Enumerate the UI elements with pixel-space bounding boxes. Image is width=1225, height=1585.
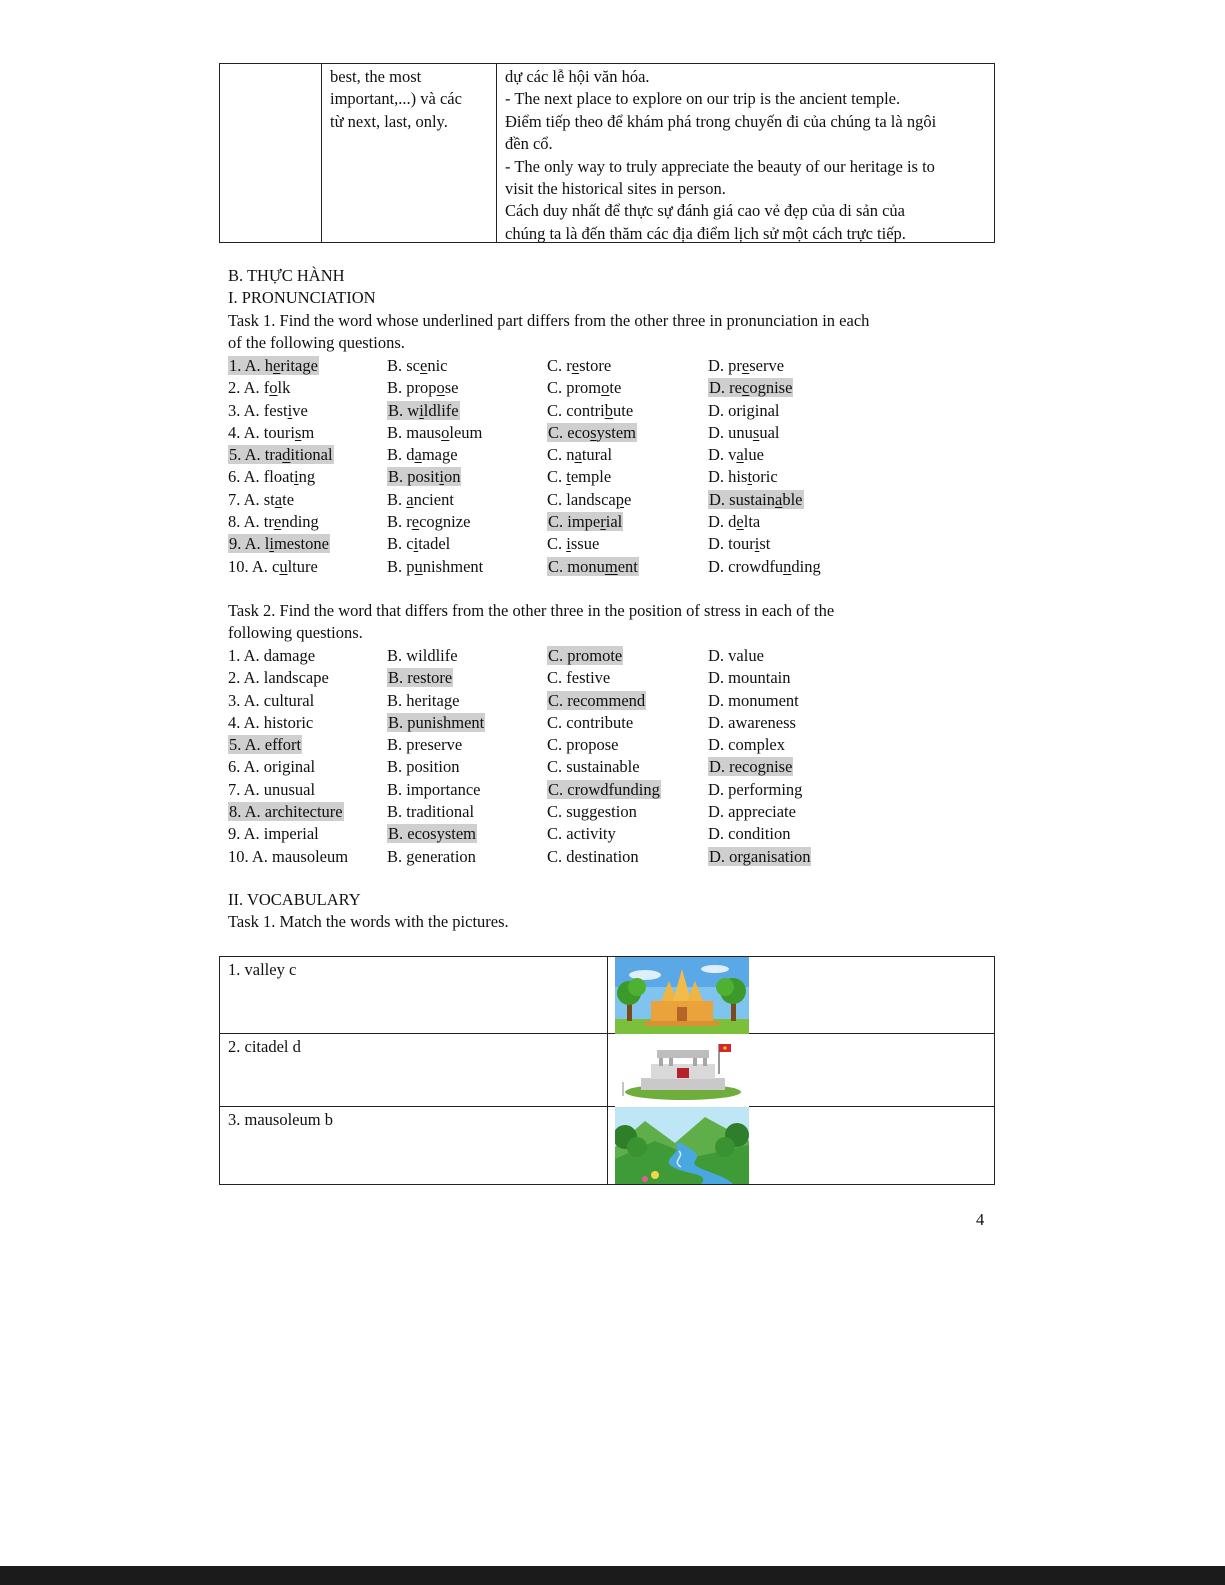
answer-option: B. punishment: [388, 712, 485, 732]
pronunciation-task1-options: [228, 355, 988, 578]
answer-option: C. destination: [547, 846, 639, 866]
page-bottom-bar: [0, 1566, 1225, 1585]
match-row: [220, 1107, 994, 1186]
answer-option: B. ecosystem: [388, 824, 476, 844]
answer-option: C. restore: [547, 356, 612, 375]
answer-option: 3. A. cultural: [228, 690, 315, 710]
pronunciation-heading: I. PRONUNCIATION: [228, 288, 376, 307]
question-row: [228, 422, 988, 444]
task2-instruction-cont: following questions.: [228, 623, 363, 642]
question-row: [228, 556, 988, 578]
answer-option: D. value: [708, 646, 764, 665]
table-text: visit the historical sites in person.: [505, 179, 726, 199]
answer-option: C. sustainable: [547, 757, 640, 777]
answer-option: 10. A. mausoleum: [228, 846, 349, 866]
answer-option: D. monument: [708, 690, 799, 710]
answer-option: 9. A. imperial: [228, 824, 319, 844]
answer-option: B. ancient: [387, 489, 454, 509]
answer-option: 7. A. unusual: [228, 779, 316, 799]
answer-option: B. damage: [387, 445, 458, 465]
table-text: Điểm tiếp theo để khám phá trong chuyến đi của chúng ta là ngôi: [505, 111, 937, 131]
answer-option: C. activity: [547, 824, 616, 844]
answer-option: 9. A. limestone: [229, 534, 329, 554]
answer-option: B. punishment: [387, 556, 484, 576]
answer-option: D. performing: [708, 779, 803, 799]
question-row: [228, 734, 988, 756]
table-text: - The only way to truly appreciate the beauty of our heritage is to: [505, 156, 935, 176]
answer-option: 5. A. effort: [229, 735, 302, 755]
answer-option: 5. A. traditional: [229, 445, 333, 465]
answer-option: D. crowdfunding: [708, 556, 821, 576]
answer-option: B. importance: [387, 779, 481, 799]
page-number: 4: [976, 1210, 985, 1229]
answer-option: D. unusual: [708, 422, 780, 442]
question-row: [228, 444, 988, 466]
answer-option: C. contribute: [547, 400, 634, 420]
question-row: [228, 645, 988, 667]
grammar-table-col-1: [220, 64, 322, 242]
table-text: - The next place to explore on our trip is the ancient temple.: [505, 89, 901, 109]
valley-river-picture: [615, 1107, 749, 1184]
answer-option: 6. A. original: [228, 757, 316, 777]
answer-option: B. mausoleum: [387, 422, 483, 442]
table-text: important,...) và các: [330, 89, 462, 109]
question-row: [228, 400, 988, 422]
answer-option: C. recommend: [548, 690, 646, 710]
vocabulary-task1-instruction: Task 1. Match the words with the pictures.: [228, 912, 509, 931]
answer-option: C. issue: [547, 534, 600, 554]
task2-instruction: Task 2. Find the word that differs from the other three in the position of stress in each of the: [228, 601, 835, 620]
answer-option: D. preserve: [708, 356, 785, 375]
question-row: [228, 756, 988, 778]
question-row: [228, 533, 988, 555]
answer-option: D. value: [708, 445, 764, 465]
answer-option: D. appreciate: [708, 802, 796, 822]
task1-instruction: Task 1. Find the word whose underlined part differs from the other three in pronunciation in each: [228, 311, 870, 330]
answer-option: C. crowdfunding: [548, 779, 660, 799]
table-text: Cách duy nhất để thực sự đánh giá cao vẻ đẹp của di sản của: [505, 201, 905, 221]
answer-option: D. condition: [708, 824, 791, 844]
vocabulary-heading: II. VOCABULARY: [228, 890, 361, 909]
answer-option: B. scenic: [387, 356, 448, 375]
answer-option: 7. A. state: [228, 489, 295, 509]
answer-option: 3. A. festive: [228, 400, 308, 420]
question-row: [228, 712, 988, 734]
answer-option: C. propose: [547, 735, 619, 755]
answer-option: B. citadel: [387, 534, 451, 554]
grammar-table-col-2: [322, 64, 497, 242]
answer-option: 2. A. folk: [228, 378, 291, 398]
answer-option: 6. A. floating: [228, 467, 316, 487]
answer-option: B. wildlife: [387, 646, 458, 665]
answer-option: B. position: [387, 757, 460, 777]
answer-option: B. recognize: [387, 512, 471, 532]
answer-option: D. mountain: [708, 668, 791, 688]
question-row: [228, 690, 988, 712]
match-word: 3. mausoleum b: [228, 1110, 333, 1129]
golden-temple-picture: [615, 957, 749, 1034]
answer-option: D. recognise: [709, 378, 793, 398]
question-row: [228, 779, 988, 801]
answer-option: D. original: [708, 400, 780, 420]
match-row: [220, 1034, 994, 1107]
table-text: chúng ta là đến thăm các địa điểm lịch sử một cách trực tiếp.: [505, 223, 906, 243]
question-row: [228, 667, 988, 689]
answer-option: C. promote: [548, 646, 623, 665]
answer-option: D. complex: [708, 735, 785, 755]
question-row: [228, 511, 988, 533]
match-row: [220, 957, 994, 1034]
question-row: [228, 801, 988, 823]
answer-option: D. sustainable: [709, 489, 803, 509]
answer-option: B. restore: [388, 668, 453, 688]
match-word: 2. citadel d: [228, 1037, 301, 1056]
answer-option: 4. A. historic: [228, 712, 314, 732]
answer-option: 10. A. culture: [228, 556, 318, 576]
answer-option: B. heritage: [387, 690, 460, 710]
answer-option: 2. A. landscape: [228, 668, 329, 688]
grammar-table-col-3: [497, 64, 994, 242]
question-row: [228, 466, 988, 488]
answer-option: 1. A. damage: [228, 646, 316, 665]
question-row: [228, 355, 988, 377]
answer-option: C. temple: [547, 467, 612, 487]
answer-option: B. traditional: [387, 802, 475, 822]
grammar-table: [219, 63, 995, 243]
answer-option: 8. A. architecture: [229, 802, 343, 822]
answer-option: B. wildlife: [388, 400, 459, 420]
answer-option: C. suggestion: [547, 802, 637, 822]
question-row: [228, 377, 988, 399]
table-text: best, the most: [330, 67, 422, 86]
answer-option: B. position: [388, 467, 461, 487]
answer-option: 4. A. tourism: [228, 422, 315, 442]
answer-option: C. landscape: [547, 489, 632, 509]
question-row: [228, 846, 988, 868]
task1-instruction-cont: of the following questions.: [228, 333, 405, 352]
table-text: đền cổ.: [505, 134, 553, 154]
question-row: [228, 489, 988, 511]
answer-option: D. recognise: [709, 757, 793, 777]
answer-option: B. propose: [387, 378, 459, 398]
answer-option: C. ecosystem: [548, 422, 637, 442]
answer-option: B. generation: [387, 846, 476, 866]
match-word: 1. valley c: [228, 960, 297, 979]
question-row: [228, 823, 988, 845]
answer-option: 8. A. trending: [228, 512, 319, 532]
mausoleum-picture: [615, 1034, 749, 1107]
answer-option: C. festive: [547, 668, 611, 688]
table-text: dự các lễ hội văn hóa.: [505, 67, 650, 86]
answer-option: D. awareness: [708, 712, 796, 732]
answer-option: D. tourist: [708, 534, 771, 554]
pronunciation-task2-options: [228, 645, 988, 868]
answer-option: D. historic: [708, 467, 778, 487]
answer-option: C. imperial: [548, 512, 623, 532]
vocabulary-match-table: [219, 956, 995, 1185]
answer-option: 1. A. heritage: [229, 356, 318, 375]
section-heading: B. THỰC HÀNH: [228, 266, 345, 285]
answer-option: C. natural: [547, 445, 613, 465]
answer-option: D. delta: [708, 512, 761, 532]
answer-option: B. preserve: [387, 735, 463, 755]
answer-option: C. promote: [547, 378, 622, 398]
answer-option: D. organisation: [709, 846, 811, 866]
answer-option: C. contribute: [547, 712, 634, 732]
table-text: từ next, last, only.: [330, 111, 448, 131]
answer-option: C. monument: [548, 556, 638, 576]
